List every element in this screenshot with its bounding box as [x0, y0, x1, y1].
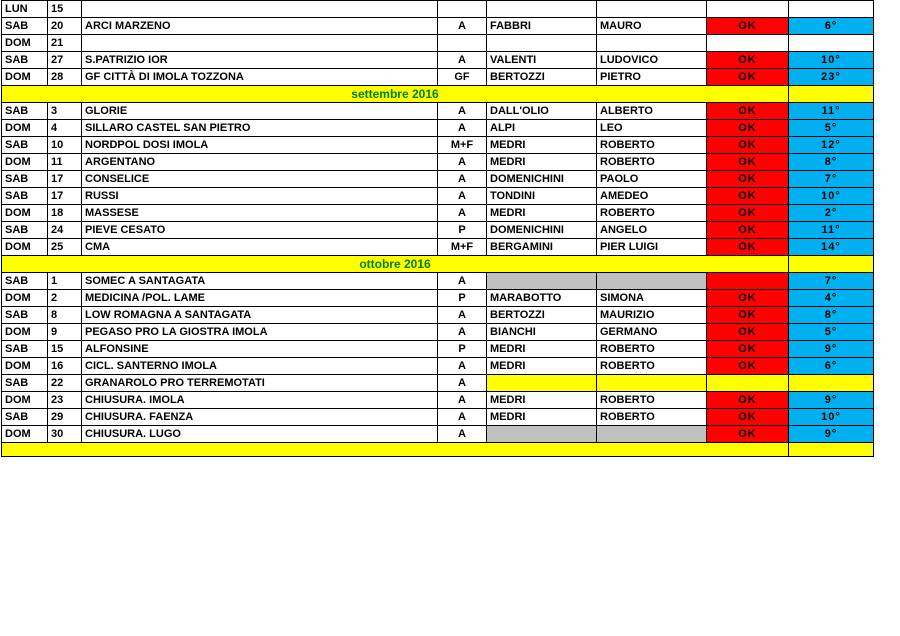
placement: 5° [789, 120, 874, 137]
day-number: 25 [48, 239, 82, 256]
day-of-week: LUN [2, 1, 48, 18]
race-category: A [438, 375, 487, 392]
placement: 11° [789, 222, 874, 239]
table-row [2, 35, 874, 52]
rider-surname [487, 375, 597, 392]
day-number: 11 [48, 154, 82, 171]
placement: 8° [789, 307, 874, 324]
race-category: A [438, 358, 487, 375]
day-of-week: DOM [2, 392, 48, 409]
status-ok: OK [707, 426, 789, 443]
placement: 11° [789, 103, 874, 120]
rider-surname: BERTOZZI [487, 69, 597, 86]
rider-surname [487, 273, 597, 290]
race-category: A [438, 120, 487, 137]
race-name: CHIUSURA. LUGO [82, 426, 438, 443]
rider-surname: ALPI [487, 120, 597, 137]
race-category: A [438, 188, 487, 205]
rider-firstname: SIMONA [597, 290, 707, 307]
day-number: 2 [48, 290, 82, 307]
day-number: 30 [48, 426, 82, 443]
day-of-week: DOM [2, 239, 48, 256]
day-of-week: DOM [2, 290, 48, 307]
rider-firstname [597, 375, 707, 392]
table-row [2, 307, 874, 324]
rider-firstname: ROBERTO [597, 205, 707, 222]
day-of-week: DOM [2, 35, 48, 52]
table-row [2, 1, 874, 18]
rider-surname: DALL'OLIO [487, 103, 597, 120]
race-name: SOMEC A SANTAGATA [82, 273, 438, 290]
race-category: A [438, 307, 487, 324]
day-number: 22 [48, 375, 82, 392]
rider-firstname: ANGELO [597, 222, 707, 239]
day-of-week: SAB [2, 188, 48, 205]
status-ok: OK [707, 69, 789, 86]
day-of-week: SAB [2, 409, 48, 426]
table-row [2, 222, 874, 239]
status-ok: OK [707, 18, 789, 35]
placement: 2° [789, 205, 874, 222]
race-category: A [438, 171, 487, 188]
table-row [2, 273, 874, 290]
month-header-row [2, 256, 874, 273]
race-category [438, 1, 487, 18]
day-number: 10 [48, 137, 82, 154]
rider-firstname: AMEDEO [597, 188, 707, 205]
table-row [2, 375, 874, 392]
day-number: 27 [48, 52, 82, 69]
rider-firstname: LUDOVICO [597, 52, 707, 69]
table-row [2, 120, 874, 137]
day-of-week: SAB [2, 273, 48, 290]
table-row [2, 18, 874, 35]
race-category: A [438, 103, 487, 120]
rider-surname: MEDRI [487, 409, 597, 426]
race-name: CONSELICE [82, 171, 438, 188]
race-name: GRANAROLO PRO TERREMOTATI [82, 375, 438, 392]
table-row [2, 137, 874, 154]
table-row [2, 392, 874, 409]
race-name: PEGASO PRO LA GIOSTRA IMOLA [82, 324, 438, 341]
rider-surname: TONDINI [487, 188, 597, 205]
day-number: 4 [48, 120, 82, 137]
rider-surname [487, 1, 597, 18]
placement: 14° [789, 239, 874, 256]
race-name: CMA [82, 239, 438, 256]
rider-surname: MEDRI [487, 205, 597, 222]
status-ok: OK [707, 307, 789, 324]
status-ok [707, 375, 789, 392]
status-ok: OK [707, 222, 789, 239]
day-of-week: DOM [2, 324, 48, 341]
race-category: A [438, 18, 487, 35]
race-category: P [438, 222, 487, 239]
rider-firstname: GERMANO [597, 324, 707, 341]
race-category: P [438, 341, 487, 358]
status-ok: OK [707, 171, 789, 188]
race-name: ARGENTANO [82, 154, 438, 171]
rider-surname: MARABOTTO [487, 290, 597, 307]
race-name: CHIUSURA. FAENZA [82, 409, 438, 426]
day-number: 17 [48, 171, 82, 188]
day-of-week: DOM [2, 120, 48, 137]
placement: 12° [789, 137, 874, 154]
placement: 5° [789, 324, 874, 341]
table-row [2, 205, 874, 222]
status-ok: OK [707, 358, 789, 375]
footer-cell [2, 443, 789, 457]
rider-firstname: MAURIZIO [597, 307, 707, 324]
race-category: A [438, 52, 487, 69]
race-category: A [438, 392, 487, 409]
status-ok: OK [707, 392, 789, 409]
rider-surname: DOMENICHINI [487, 222, 597, 239]
day-of-week: DOM [2, 205, 48, 222]
rider-firstname: ROBERTO [597, 154, 707, 171]
day-of-week: SAB [2, 307, 48, 324]
table-row [2, 188, 874, 205]
table-row [2, 324, 874, 341]
race-name [82, 35, 438, 52]
placement: 9° [789, 341, 874, 358]
day-number: 18 [48, 205, 82, 222]
race-category: A [438, 205, 487, 222]
rider-firstname: ROBERTO [597, 392, 707, 409]
status-ok [707, 1, 789, 18]
placement [789, 35, 874, 52]
race-name: GF CITTÀ DI IMOLA TOZZONA [82, 69, 438, 86]
race-name: NORDPOL DOSI IMOLA [82, 137, 438, 154]
table-row [2, 52, 874, 69]
day-number: 16 [48, 358, 82, 375]
status-ok: OK [707, 154, 789, 171]
race-category: A [438, 409, 487, 426]
day-of-week: SAB [2, 103, 48, 120]
month-title: settembre 2016 [2, 86, 789, 103]
rider-firstname: ROBERTO [597, 358, 707, 375]
rider-firstname: PIER LUIGI [597, 239, 707, 256]
day-of-week: SAB [2, 52, 48, 69]
race-category: M+F [438, 239, 487, 256]
table-row [2, 103, 874, 120]
rider-firstname: ROBERTO [597, 409, 707, 426]
race-name: LOW ROMAGNA A SANTAGATA [82, 307, 438, 324]
day-of-week: SAB [2, 341, 48, 358]
day-number: 9 [48, 324, 82, 341]
race-category: M+F [438, 137, 487, 154]
rider-surname: MEDRI [487, 392, 597, 409]
rider-surname [487, 35, 597, 52]
table-row [2, 341, 874, 358]
race-name: GLORIE [82, 103, 438, 120]
rider-firstname: ROBERTO [597, 341, 707, 358]
status-ok: OK [707, 120, 789, 137]
table-row [2, 171, 874, 188]
footer-row [2, 443, 874, 457]
race-category: A [438, 273, 487, 290]
rider-surname: MEDRI [487, 137, 597, 154]
race-name: ALFONSINE [82, 341, 438, 358]
day-of-week: DOM [2, 426, 48, 443]
status-ok [707, 35, 789, 52]
day-number: 28 [48, 69, 82, 86]
rider-surname: MEDRI [487, 154, 597, 171]
placement: 9° [789, 426, 874, 443]
table-row [2, 154, 874, 171]
status-ok: OK [707, 188, 789, 205]
day-of-week: SAB [2, 18, 48, 35]
race-name: ARCI MARZENO [82, 18, 438, 35]
day-of-week: DOM [2, 69, 48, 86]
placement: 9° [789, 392, 874, 409]
status-ok: OK [707, 205, 789, 222]
rider-surname [487, 426, 597, 443]
placement: 10° [789, 52, 874, 69]
rider-firstname [597, 426, 707, 443]
day-number: 21 [48, 35, 82, 52]
race-name [82, 1, 438, 18]
placement: 23° [789, 69, 874, 86]
rider-surname: FABBRI [487, 18, 597, 35]
status-ok: OK [707, 239, 789, 256]
race-name: PIEVE CESATO [82, 222, 438, 239]
race-name: CICL. SANTERNO IMOLA [82, 358, 438, 375]
status-ok: OK [707, 290, 789, 307]
rider-surname: BERGAMINI [487, 239, 597, 256]
month-blank-cell [789, 86, 874, 103]
day-of-week: DOM [2, 358, 48, 375]
placement: 8° [789, 154, 874, 171]
placement: 6° [789, 358, 874, 375]
race-category: A [438, 324, 487, 341]
table-row [2, 290, 874, 307]
day-number: 17 [48, 188, 82, 205]
race-name: RUSSI [82, 188, 438, 205]
placement: 10° [789, 409, 874, 426]
rider-firstname [597, 35, 707, 52]
status-ok: OK [707, 409, 789, 426]
month-blank-cell [789, 256, 874, 273]
month-header-row [2, 86, 874, 103]
placement: 4° [789, 290, 874, 307]
rider-firstname: ALBERTO [597, 103, 707, 120]
status-ok: OK [707, 137, 789, 154]
day-number: 23 [48, 392, 82, 409]
race-category: A [438, 154, 487, 171]
status-ok: OK [707, 341, 789, 358]
footer-cell [789, 443, 874, 457]
day-of-week: SAB [2, 137, 48, 154]
race-name: MEDICINA /POL. LAME [82, 290, 438, 307]
schedule-table [1, 0, 874, 457]
schedule-body [2, 1, 874, 457]
day-of-week: SAB [2, 222, 48, 239]
rider-firstname: LEO [597, 120, 707, 137]
placement: 7° [789, 273, 874, 290]
status-ok: OK [707, 52, 789, 69]
day-number: 3 [48, 103, 82, 120]
day-number: 1 [48, 273, 82, 290]
placement: 7° [789, 171, 874, 188]
race-name: MASSESE [82, 205, 438, 222]
day-number: 8 [48, 307, 82, 324]
table-row [2, 409, 874, 426]
rider-surname: MEDRI [487, 341, 597, 358]
day-of-week: DOM [2, 154, 48, 171]
day-of-week: SAB [2, 375, 48, 392]
day-number: 15 [48, 1, 82, 18]
placement: 10° [789, 188, 874, 205]
table-row [2, 239, 874, 256]
table-row [2, 358, 874, 375]
rider-firstname [597, 1, 707, 18]
rider-firstname: ROBERTO [597, 137, 707, 154]
rider-surname: VALENTI [487, 52, 597, 69]
status-ok [707, 273, 789, 290]
table-row [2, 69, 874, 86]
rider-firstname: PAOLO [597, 171, 707, 188]
rider-surname: BIANCHI [487, 324, 597, 341]
month-title: ottobre 2016 [2, 256, 789, 273]
rider-surname: MEDRI [487, 358, 597, 375]
day-number: 24 [48, 222, 82, 239]
placement [789, 375, 874, 392]
placement: 6° [789, 18, 874, 35]
day-number: 15 [48, 341, 82, 358]
race-category [438, 35, 487, 52]
rider-firstname: MAURO [597, 18, 707, 35]
race-category: GF [438, 69, 487, 86]
rider-firstname [597, 273, 707, 290]
race-name: SILLARO CASTEL SAN PIETRO [82, 120, 438, 137]
day-number: 20 [48, 18, 82, 35]
race-category: P [438, 290, 487, 307]
day-number: 29 [48, 409, 82, 426]
status-ok: OK [707, 324, 789, 341]
rider-surname: BERTOZZI [487, 307, 597, 324]
status-ok: OK [707, 103, 789, 120]
rider-firstname: PIETRO [597, 69, 707, 86]
race-name: CHIUSURA. IMOLA [82, 392, 438, 409]
race-name: S.PATRIZIO IOR [82, 52, 438, 69]
table-row [2, 426, 874, 443]
rider-surname: DOMENICHINI [487, 171, 597, 188]
placement [789, 1, 874, 18]
day-of-week: SAB [2, 171, 48, 188]
race-category: A [438, 426, 487, 443]
